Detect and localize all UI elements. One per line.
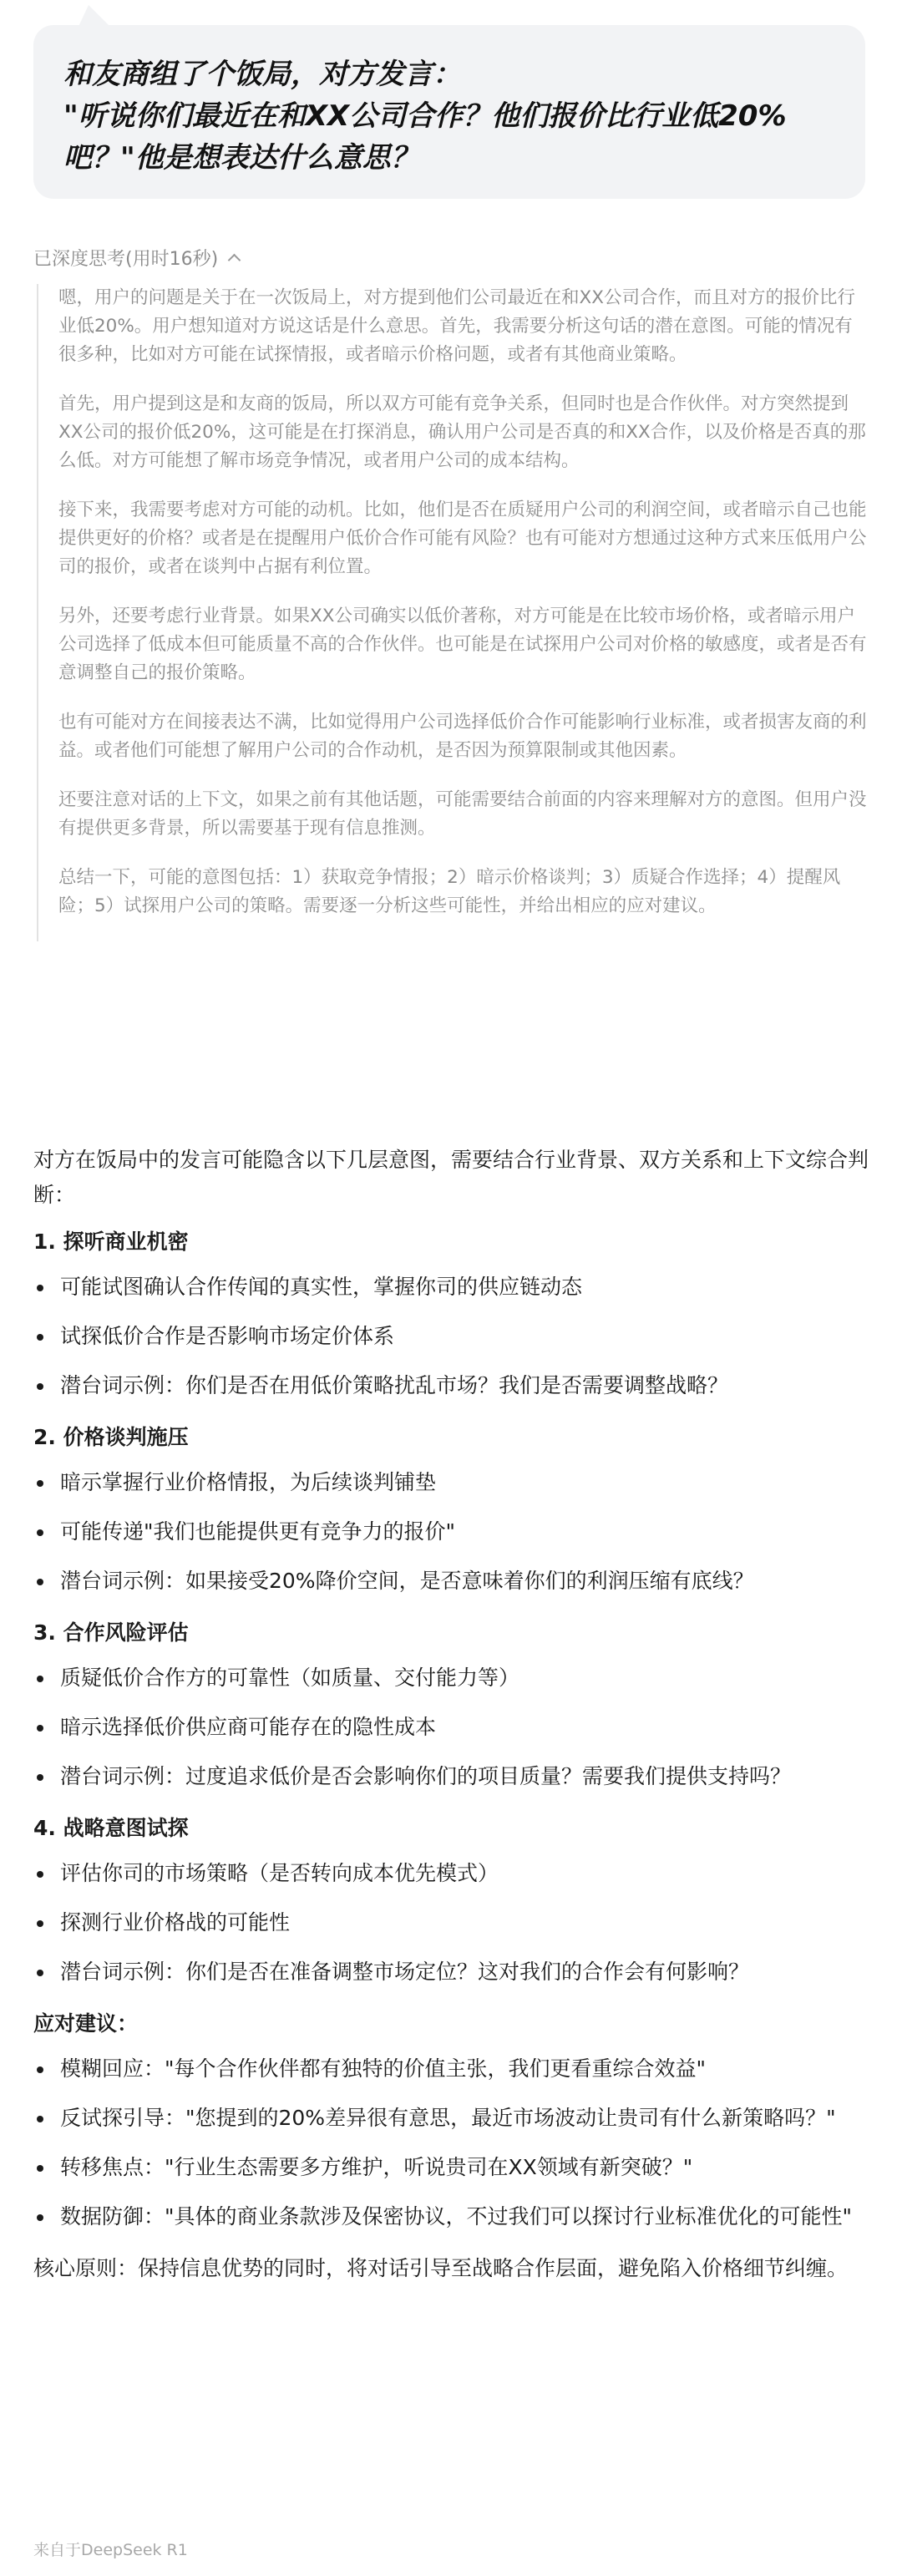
chevron-up-icon <box>228 253 241 266</box>
thinking-paragraph: 嗯，用户的问题是关于在一次饭局上，对方提到他们公司最近在和XX公司合作，而且对方的报价比行业低20%。用户想知道对方说这话是什么意思。首先，我需要分析这句话的潜在意图。可能的情况有很多种，比如对方可能在试探情报，或者暗示价格问题，或者有其他商业策略。 <box>58 287 855 365</box>
source-footer: 来自于DeepSeek R1 <box>33 2541 188 2559</box>
list-item: 试探低价合作是否影响市场定价体系 <box>33 1319 869 1354</box>
list-item: 潜台词示例：你们是否在用低价策略扰乱市场？我们是否需要调整战略？ <box>33 1368 869 1403</box>
advice-item: 转移焦点："行业生态需要多方维护，听说贵司在XX领域有新突破？" <box>33 2150 869 2185</box>
thinking-paragraph: 另外，还要考虑行业背景。如果XX公司确实以低价著称，对方可能是在比较市场价格，或者暗示用户公司选择了低成本但可能质量不高的合作伙伴。也可能是在试探用户公司对价格的敏感度，或者是否有意调整自己的报价策略。 <box>58 606 867 683</box>
list-item: 暗示选择低价供应商可能存在的隐性成本 <box>33 1710 869 1745</box>
list-item: 潜台词示例：过度追求低价是否会影响你们的项目质量？需要我们提供支持吗？ <box>33 1759 869 1794</box>
section-heading: 4. 战略意图试探 <box>33 1816 189 1840</box>
user-message-bubble <box>33 25 865 199</box>
thinking-paragraph: 总结一下，可能的意图包括：1）获取竞争情报；2）暗示价格谈判；3）质疑合作选择；4）提醒风险；5）试探用户公司的策略。需要逐一分析这些可能性，并给出相应的应对建议。 <box>58 867 841 916</box>
section-list <box>33 1465 869 1599</box>
thinking-content <box>37 284 869 941</box>
thinking-paragraph: 也有可能对方在间接表达不满，比如觉得用户公司选择低价合作可能影响行业标准，或者损害友商的利益。或者他们可能想了解用户公司的合作动机，是否因为预算限制或其他因素。 <box>58 712 867 761</box>
answer-intro: 对方在饭局中的发言可能隐含以下几层意图，需要结合行业背景、双方关系和上下文综合判断： <box>33 1148 869 1207</box>
list-item: 质疑低价合作方的可靠性（如质量、交付能力等） <box>33 1661 869 1696</box>
section-heading: 1. 探听商业机密 <box>33 1230 189 1254</box>
answer-content <box>33 1143 869 2298</box>
thinking-toggle[interactable] <box>33 242 239 272</box>
list-item: 探测行业价格战的可能性 <box>33 1905 869 1940</box>
list-item: 可能传递"我们也能提供更有竞争力的报价" <box>33 1514 869 1549</box>
core-principle: 核心原则：保持信息优势的同时，将对话引导至战略合作层面，避免陷入价格细节纠缠。 <box>33 2256 849 2280</box>
advice-item: 模糊回应："每个合作伙伴都有独特的价值主张，我们更看重综合效益" <box>33 2051 869 2087</box>
section-list <box>33 1856 869 1990</box>
user-message-line: "听说你们最近在和XX公司合作？他们报价比行业低20% <box>63 99 787 133</box>
list-item: 评估你司的市场策略（是否转向成本优先模式） <box>33 1856 869 1891</box>
advice-list <box>33 2051 869 2234</box>
thinking-paragraph: 接下来，我需要考虑对方可能的动机。比如，他们是否在质疑用户公司的利润空间，或者暗示自己也能提供更好的价格？或者是在提醒用户低价合作可能有风险？也有可能对方想通过这种方式来压低用户公司的报价，或者在谈判中占据有利位置。 <box>58 499 867 577</box>
advice-item: 数据防御："具体的商业条款涉及保密协议，不过我们可以探讨行业标准优化的可能性" <box>33 2199 869 2234</box>
advice-item: 反试探引导："您提到的20%差异很有意思，最近市场波动让贵司有什么新策略吗？" <box>33 2101 869 2136</box>
list-item: 潜台词示例：你们是否在准备调整市场定位？这对我们的合作会有何影响？ <box>33 1955 869 1990</box>
list-item: 可能试图确认合作传闻的真实性，掌握你司的供应链动态 <box>33 1270 869 1305</box>
section-list <box>33 1661 869 1794</box>
thinking-header-label: 已深度思考(用时16秒) <box>33 248 219 270</box>
list-item: 潜台词示例：如果接受20%降价空间，是否意味着你们的利润压缩有底线？ <box>33 1564 869 1599</box>
user-message-line: 和友商组了个饭局，对方发言： <box>63 58 461 91</box>
advice-heading: 应对建议： <box>33 2011 139 2036</box>
thinking-paragraph: 还要注意对话的上下文，如果之前有其他话题，可能需要结合前面的内容来理解对方的意图。但用户没有提供更多背景，所以需要基于现有信息推测。 <box>58 789 867 839</box>
user-message-line: 吧？"他是想表达什么意思？ <box>63 141 419 175</box>
section-list <box>33 1270 869 1403</box>
list-item: 暗示掌握行业价格情报，为后续谈判铺垫 <box>33 1465 869 1500</box>
section-heading: 2. 价格谈判施压 <box>33 1425 189 1449</box>
thinking-paragraph: 首先，用户提到这是和友商的饭局，所以双方可能有竞争关系，但同时也是合作伙伴。对方突然提到XX公司的报价低20%，这可能是在打探消息，确认用户公司是否真的和XX合作，以及价格是否真的那么低。对方可能想了解市场竞争情况，或者用户公司的成本结构。 <box>58 393 866 471</box>
section-heading: 3. 合作风险评估 <box>33 1620 189 1645</box>
